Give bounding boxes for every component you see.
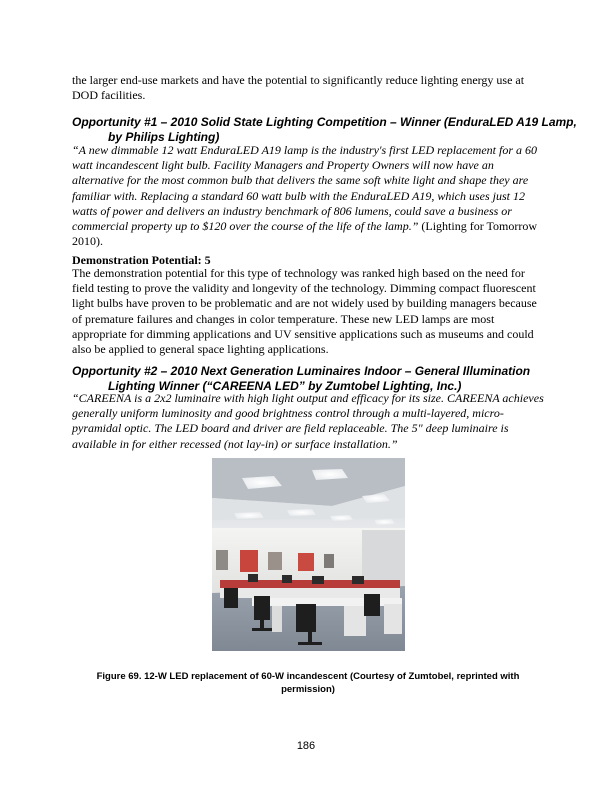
- opportunity-2-quote: “CAREENA is a 2x2 luminaire with high light output and efficacy for its size. CAREENA achieves generally uniform luminosity and good brightness control through a multi-layered, micro-pyramidal optic. The LED board and driver are field replaceable. The 5" deep luminaire is available in for either recessed (not lay-in) or surface installation.”: [72, 391, 544, 451]
- intro-paragraph: the larger end-use markets and have the potential to significantly reduce lighting energy use at DOD facilities.: [72, 73, 525, 103]
- opportunity-1-citation: (Lighting for Tomorrow 2010).: [72, 219, 537, 249]
- page-number: 186: [296, 740, 316, 752]
- figure-caption: Figure 69. 12-W LED replacement of 60-W incandescent (Courtesy of Zumtobel, reprinted with permission): [96, 671, 520, 695]
- demonstration-potential-body: The demonstration potential for this type of technology was ranked high based on the need for field testing to prove the validity and longevity of the technology. Dimming compact fluorescent light bulbs have proven to be problematic and are not widely used by building managers because of premature failures and changes in color temperature. These new LED lamps are most appropriate for dimming applications and UV sensitive applications such as museums and could also be applied to general space lighting applications.: [72, 266, 537, 357]
- opportunity-1-quote-paragraph: [72, 143, 544, 249]
- opportunity-1-heading: Opportunity #1 – 2010 Solid State Lighting Competition – Winner (EnduraLED A19 Lamp, by Philips Lighting): [72, 115, 577, 145]
- opportunity-2-heading: Opportunity #2 – 2010 Next Generation Luminaires Indoor – General Illumination Lighting Winner (“CAREENA LED” by Zumtobel Lighting, Inc.): [72, 364, 531, 394]
- demonstration-potential-heading: Demonstration Potential: 5: [72, 253, 211, 267]
- opportunity-2-quote-paragraph: [72, 391, 544, 452]
- opportunity-1-quote: “A new dimmable 12 watt EnduraLED A19 lamp is the industry's first LED replacement for a 60 watt incandescent light bulb. Facility Managers and Property Owners will now have an alternative for the most common bulb that delivers the same soft white light and shape they are familiar with. Replacing a standard 60 watt bulb with the EnduraLED A19, which uses just 12 watts of power and delivers an industry benchmark of 806 lumens, could save a business or commercial property up to $120 over the course of the life of the lamp.”: [72, 143, 538, 234]
- office-lighting-photo: [212, 458, 405, 651]
